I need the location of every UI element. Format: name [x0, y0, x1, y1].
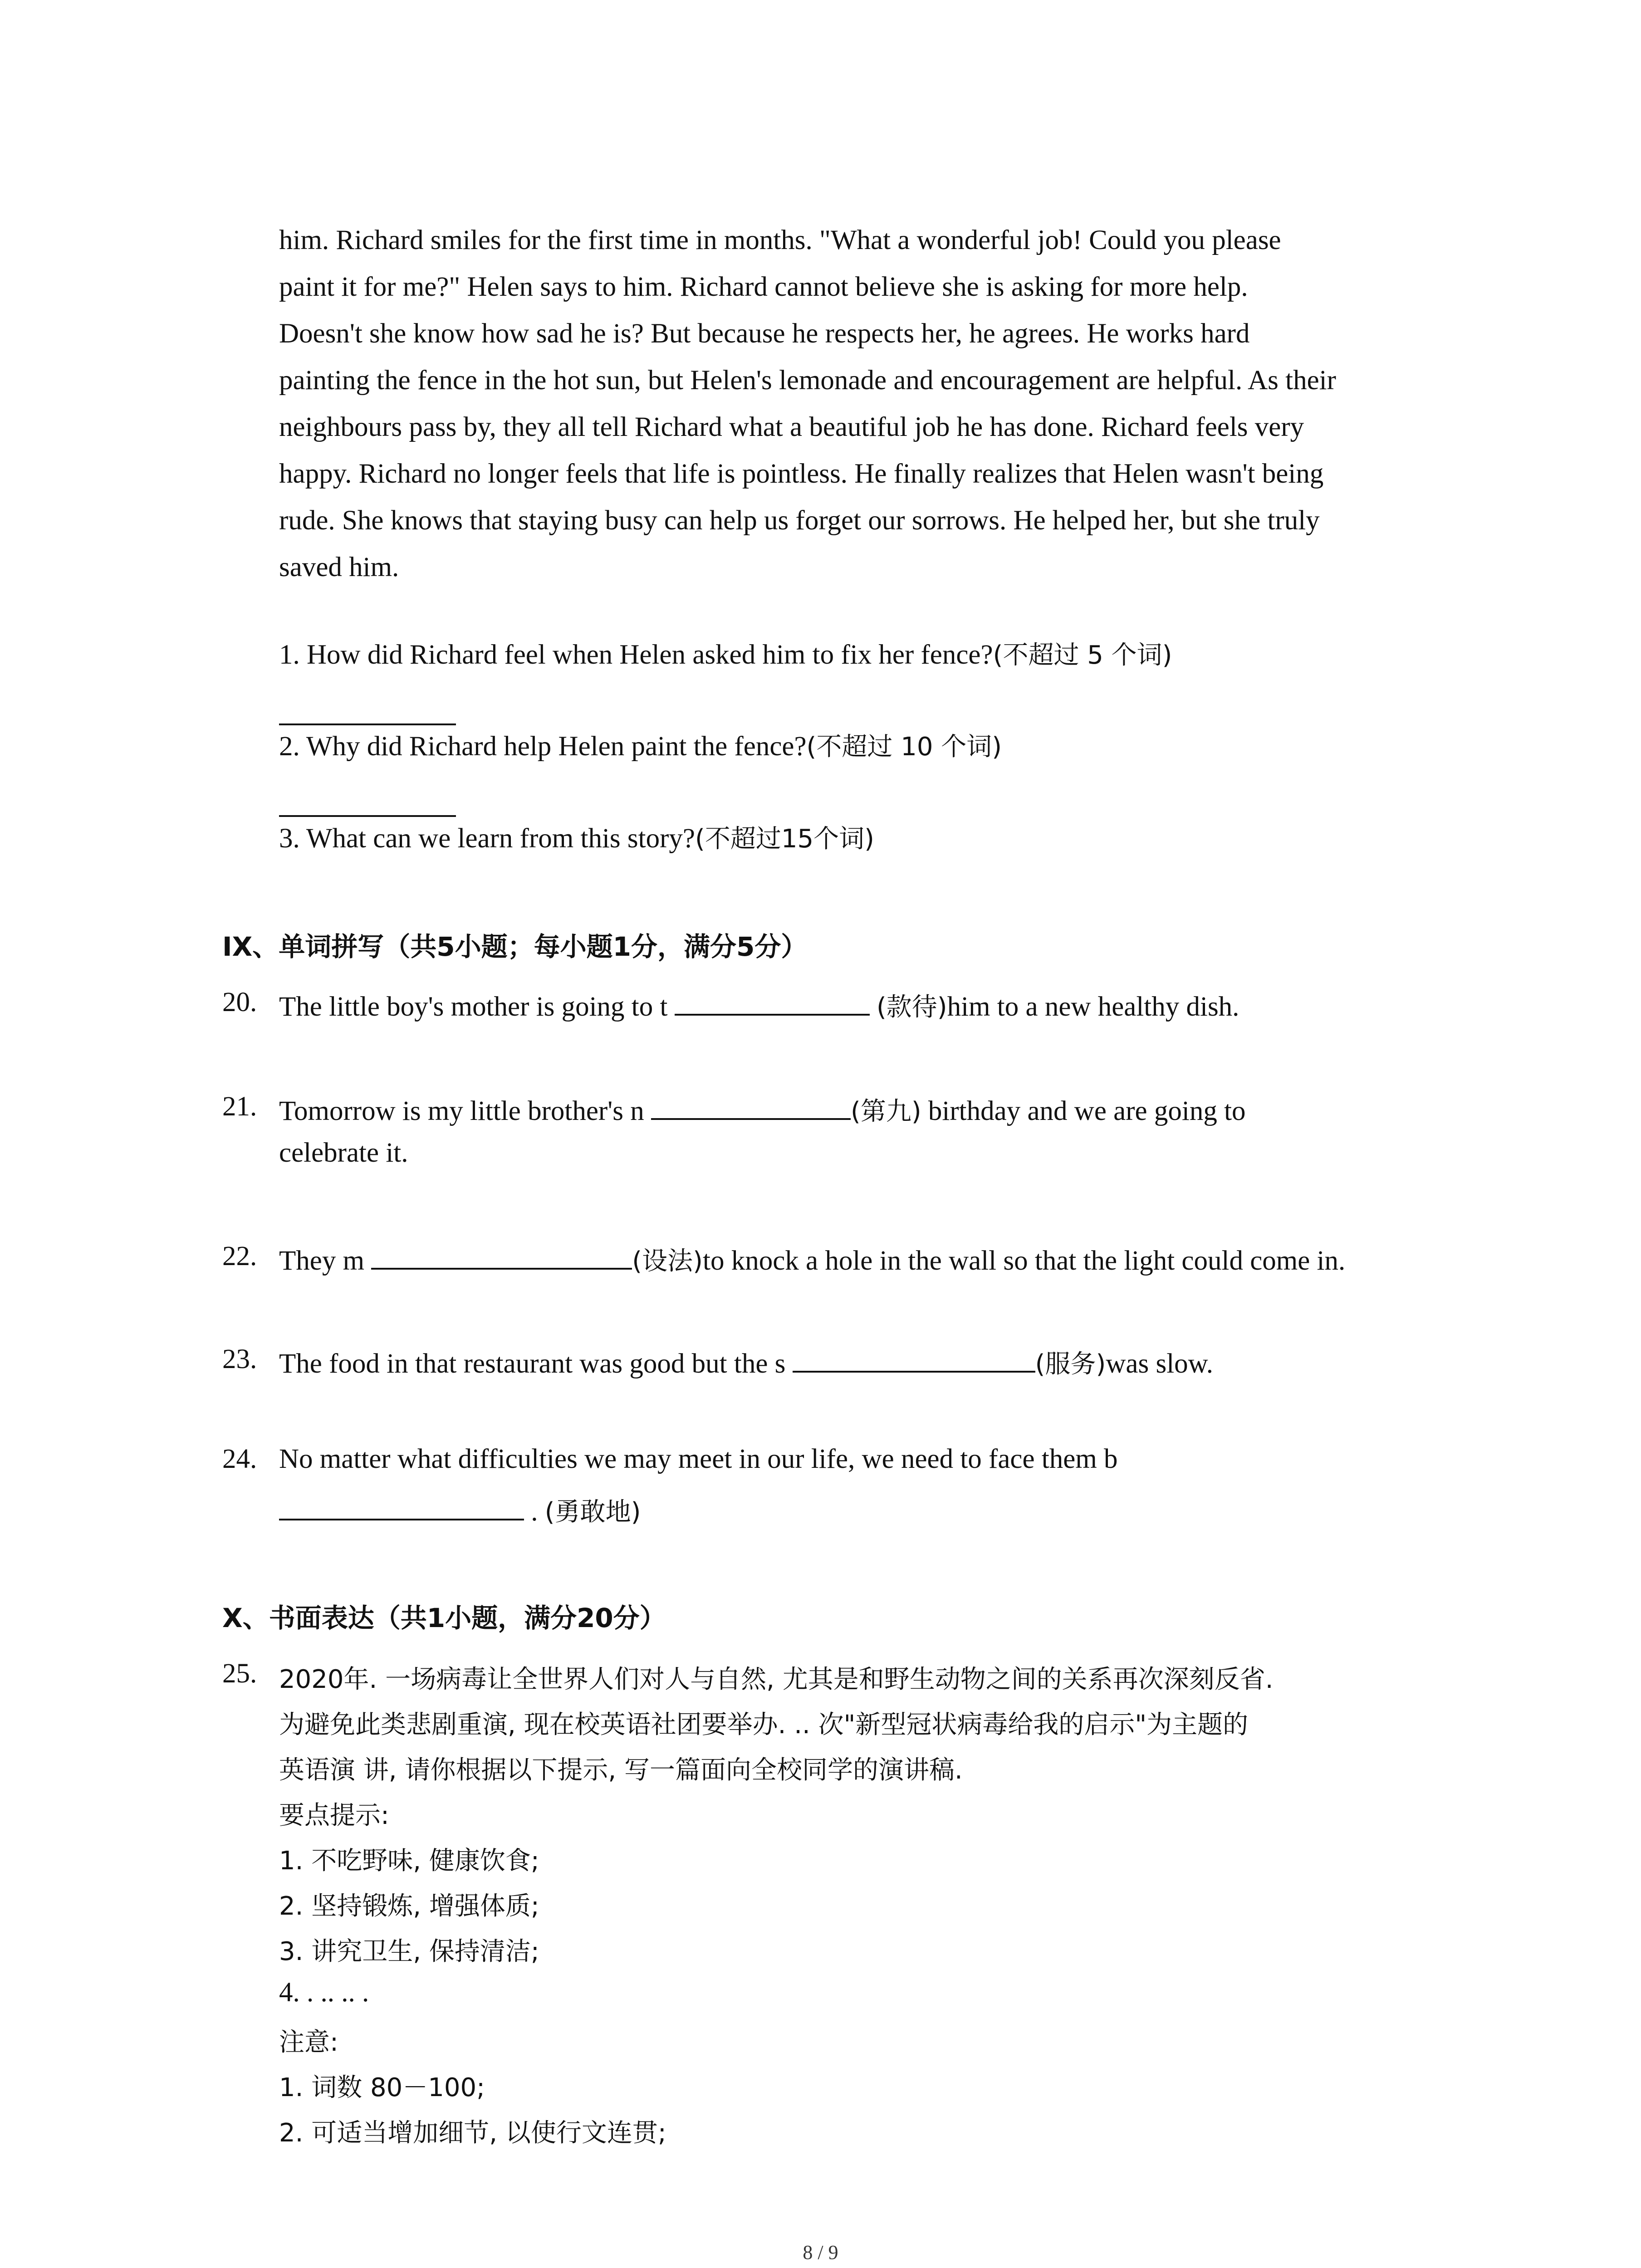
- spelling-item-24-line2: [279, 1491, 641, 1528]
- item-text: birthday and we are going to: [921, 1096, 1246, 1126]
- passage-line: neighbours pass by, they all tell Richard what a beautiful job he has done. Richard feels very: [279, 412, 1304, 442]
- section-heading-ix: IX、单词拼写（共5小题；每小题1分，满分5分）: [222, 931, 808, 962]
- spelling-item-22: [279, 1241, 1345, 1277]
- spelling-blank[interactable]: [675, 987, 870, 1016]
- writing-prompt-line: 3. 讲究卫生, 保持清洁;: [279, 1937, 539, 1966]
- writing-prompt-line: 2. 可适当增加细节, 以使行文连贯;: [279, 2118, 666, 2148]
- spelling-item-24: No matter what difficulties we may meet in our life, we need to face them b: [279, 1444, 1118, 1474]
- writing-prompt-line: 英语演 讲, 请你根据以下提示, 写一篇面向全校同学的演讲稿.: [279, 1755, 963, 1785]
- writing-prompt-line: 注意:: [279, 2028, 338, 2057]
- item-number: 25.: [222, 1658, 257, 1689]
- question-text: 2. Why did Richard help Helen paint the fence?: [279, 731, 807, 762]
- question-text: 3. What can we learn from this story?: [279, 823, 695, 854]
- item-continuation: celebrate it.: [279, 1138, 408, 1168]
- item-text: Tomorrow is my little brother's n: [279, 1096, 644, 1126]
- chinese-hint: (服务): [1035, 1349, 1106, 1379]
- chinese-hint: (款待): [876, 992, 947, 1022]
- question-text: 1. How did Richard feel when Helen asked him to fix her fence?: [279, 640, 993, 670]
- item-text: him to a new healthy dish.: [947, 992, 1239, 1022]
- question-1: [279, 635, 1172, 671]
- writing-prompt-line: 4. . .. .. .: [279, 1977, 369, 2008]
- spelling-blank[interactable]: [651, 1091, 851, 1120]
- chinese-hint: (设法): [632, 1246, 703, 1276]
- question-3: [279, 819, 874, 855]
- word-limit: (不超过15个词): [695, 824, 874, 854]
- passage-line: happy. Richard no longer feels that life is pointless. He finally realizes that Helen wasn't being: [279, 459, 1324, 489]
- page-number: 8 / 9: [803, 2241, 838, 2263]
- passage-line: paint it for me?" Helen says to him. Richard cannot believe she is asking for more help.: [279, 272, 1248, 302]
- passage-line: saved him.: [279, 552, 399, 582]
- answer-blank-1[interactable]: [279, 723, 456, 725]
- item-text: to knock a hole in the wall so that the light could come in.: [703, 1246, 1346, 1276]
- chinese-hint: (勇敢地): [544, 1497, 641, 1527]
- item-number: 22.: [222, 1241, 257, 1271]
- spelling-item-21: [279, 1091, 1246, 1128]
- item-number: 20.: [222, 987, 257, 1017]
- spelling-blank[interactable]: [793, 1344, 1035, 1373]
- writing-prompt-line: 1. 词数 80－100;: [279, 2073, 485, 2102]
- spelling-item-20: [279, 987, 1239, 1023]
- item-number: 21.: [222, 1091, 257, 1122]
- item-text: They m: [279, 1246, 365, 1276]
- passage-line: him. Richard smiles for the first time in months. "What a wonderful job! Could you please: [279, 225, 1281, 255]
- passage-line: painting the fence in the hot sun, but Helen's lemonade and encouragement are helpful. As their: [279, 365, 1336, 396]
- passage-line: rude. She knows that staying busy can help us forget our sorrows. He helped her, but she truly: [279, 505, 1320, 536]
- writing-prompt-line: 1. 不吃野味, 健康饮食;: [279, 1846, 539, 1876]
- question-2: [279, 727, 1002, 763]
- spelling-blank[interactable]: [371, 1241, 632, 1270]
- writing-prompt-line: 2. 坚持锻炼, 增强体质;: [279, 1892, 539, 1921]
- section-heading-x: X、书面表达（共1小题，满分20分）: [222, 1603, 666, 1633]
- writing-prompt-line: 为避免此类悲剧重演, 现在校英语社团要举办. .. 次"新型冠状病毒给我的启示"为主题的: [279, 1710, 1249, 1740]
- answer-blank-2[interactable]: [279, 815, 456, 817]
- word-limit: (不超过 5 个词): [993, 640, 1172, 670]
- passage-line: Doesn't she know how sad he is? But because he respects her, he agrees. He works hard: [279, 318, 1250, 349]
- writing-prompt-line: 2020年. 一场病毒让全世界人们对人与自然, 尤其是和野生动物之间的关系再次深刻反省.: [279, 1665, 1274, 1694]
- writing-prompt-line: 要点提示:: [279, 1801, 389, 1830]
- chinese-hint: (第九): [850, 1097, 921, 1126]
- spelling-item-23: [279, 1344, 1213, 1380]
- item-text: .: [524, 1496, 545, 1527]
- spelling-blank[interactable]: [279, 1491, 524, 1520]
- item-number: 23.: [222, 1344, 257, 1374]
- word-limit: (不超过 10 个词): [806, 732, 1002, 762]
- item-number: 24.: [222, 1444, 257, 1474]
- item-text: The food in that restaurant was good but the s: [279, 1349, 786, 1379]
- item-text: The little boy's mother is going to t: [279, 992, 668, 1022]
- item-text: was slow.: [1106, 1349, 1213, 1379]
- reading-passage: [279, 217, 1468, 591]
